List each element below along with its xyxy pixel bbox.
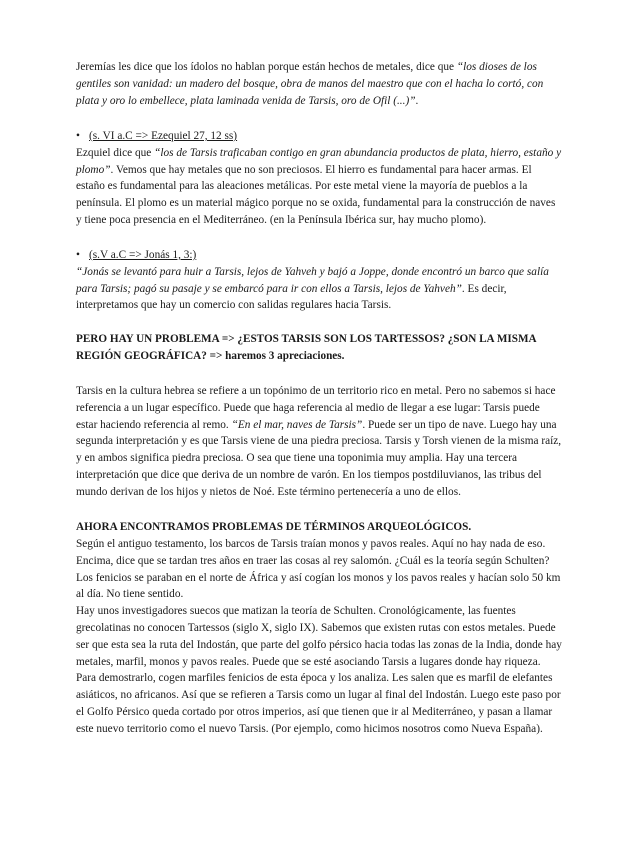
heading-text: AHORA ENCONTRAMOS PROBLEMAS DE TÉRMINOS ARQUEOLÓGICOS. — [76, 521, 472, 533]
paragraph-text: Hay unos investigadores suecos que matizan la teoría de Schulten. Cronológicamente, las fuentes grecolatinas no conocen Tartessos (siglo X, siglo IX). Sabemos que existen rutas con estos metales. Puede ser que esta sea la ruta del Indostán, que parte del golfo pérsico hacia todas las zonas de la India, donde hay metales, marfil, monos y pavos reales. Puede que se esté asociando Tarsis a lugares donde hay riqueza. Para demostrarlo, cogen marfiles fenicios de esta época y los analiza. Les salen que es marfil de elefantes asiáticos, no africanos. Así que se refieren a Tarsis como un lugar al final del Indostán. Luego este paso por el Golfo Pérsico queda cortado por otros imperios, así que tienen que ir al Mediterráneo, y pasan a llamar este nuevo territorio como el nuevo Tarsis. (Por ejemplo, como hicimos nosotros como Nueva España). — [76, 605, 562, 735]
paragraph-text: Ezquiel dice que — [76, 146, 155, 159]
bullet-icon: • — [76, 130, 80, 142]
paragraph-text: . Vemos que hay metales que no son preciosos. El hierro es fundamental para hacer armas. El estaño es fundamental para las aleaciones metálicas. Por este metal viene la mayoría de pueblos a la península. El plomo es un material mágico porque no se oxida, fundamental para la construcción de naves y tiene poca presencia en el Mediterráneo. (en la Península Ibérica sur, hay mucho plomo). — [76, 163, 556, 226]
paragraph-text: . Es decir, interpretamos que hay un comercio con salidas regulares hacia Tarsis. — [76, 282, 507, 312]
bullet-icon: • — [76, 249, 80, 261]
heading-text: PERO HAY UN PROBLEMA => ¿ESTOS TARSIS SON LOS TARTESSOS? ¿SON LA MISMA REGIÓN GEOGRÁFICA? => haremos 3 apreciaciones. — [76, 333, 536, 362]
paragraph-antiguo-testamento — [76, 536, 562, 738]
punctuation: . — [415, 94, 419, 107]
quote: “los dioses de los gentiles son vanidad: un madero del bosque, obra de manos del maestro que con el hacha lo cortó, con plata y oro lo embellece, plata laminada venida de Tarsis, oro de Ofil (...)” — [76, 61, 544, 107]
paragraph-text: Jeremías les dice que los ídolos no hablan porque están hechos de metales, dice que — [76, 61, 457, 73]
bullet-ezequiel — [76, 128, 562, 229]
quote: “los de Tarsis traficaban contigo en gran abundancia productos de plata, hierro, estaño y plomo” — [76, 146, 562, 176]
quote: “En el mar, naves de Tarsis” — [231, 418, 363, 431]
reference-link[interactable]: (s. VI a.C => Ezequiel 27, 12 ss) — [89, 130, 238, 142]
reference-link[interactable]: (s.V a.C => Jonás 1, 3:) — [89, 249, 197, 261]
section-heading-arqueologicos — [76, 519, 562, 536]
paragraph-jeremias — [76, 59, 562, 109]
section-heading-problema — [76, 331, 562, 365]
quote: “Jonás se levantó para huir a Tarsis, lejos de Yahveh y bajó a Joppe, donde encontró un barco que salía para Tarsis; pagó su pasaje y se embarcó para ir con ellos a Tarsis, lejos de Yahveh” — [76, 265, 549, 295]
paragraph-text: Tarsis en la cultura hebrea se refiere a un topónimo de un territorio rico en metal. Pero no sabemos si hace referencia a un lugar específico. Puede que haga referencia al medio de llegar a ese lugar: Tarsis puede estar haciendo referencia al remo. — [76, 385, 556, 431]
paragraph-tarsis — [76, 383, 562, 501]
bullet-jonas — [76, 247, 562, 314]
paragraph-text: . Puede ser un tipo de nave. Luego hay una segunda interpretación y es que Tarsis viene de una piedra preciosa. Tarsis y Torsh vienen de la misma raíz, y en ambos significa piedra preciosa. O sea que tiene una toponimia muy amplia. Hay una tercera interpretación que dice que deriva de un nombre de varón. En los tiempos postdiluvianos, las tribus del mundo derivan de los hijos y nietos de Noé. Este término pertenecería a uno de ellos. — [76, 418, 562, 498]
paragraph-text: Según el antiguo testamento, los barcos de Tarsis traían monos y pavos reales. Aquí no hay nada de eso. Encima, dice que se tardan tres años en traer las cosas al rey salomón. ¿Cuál es la teoría según Schulten? Los fenicios se paraban en el norte de África y así cogían los monos y los pavos reales y hacían solo 50 km al día. No tiene sentido. — [76, 538, 561, 601]
